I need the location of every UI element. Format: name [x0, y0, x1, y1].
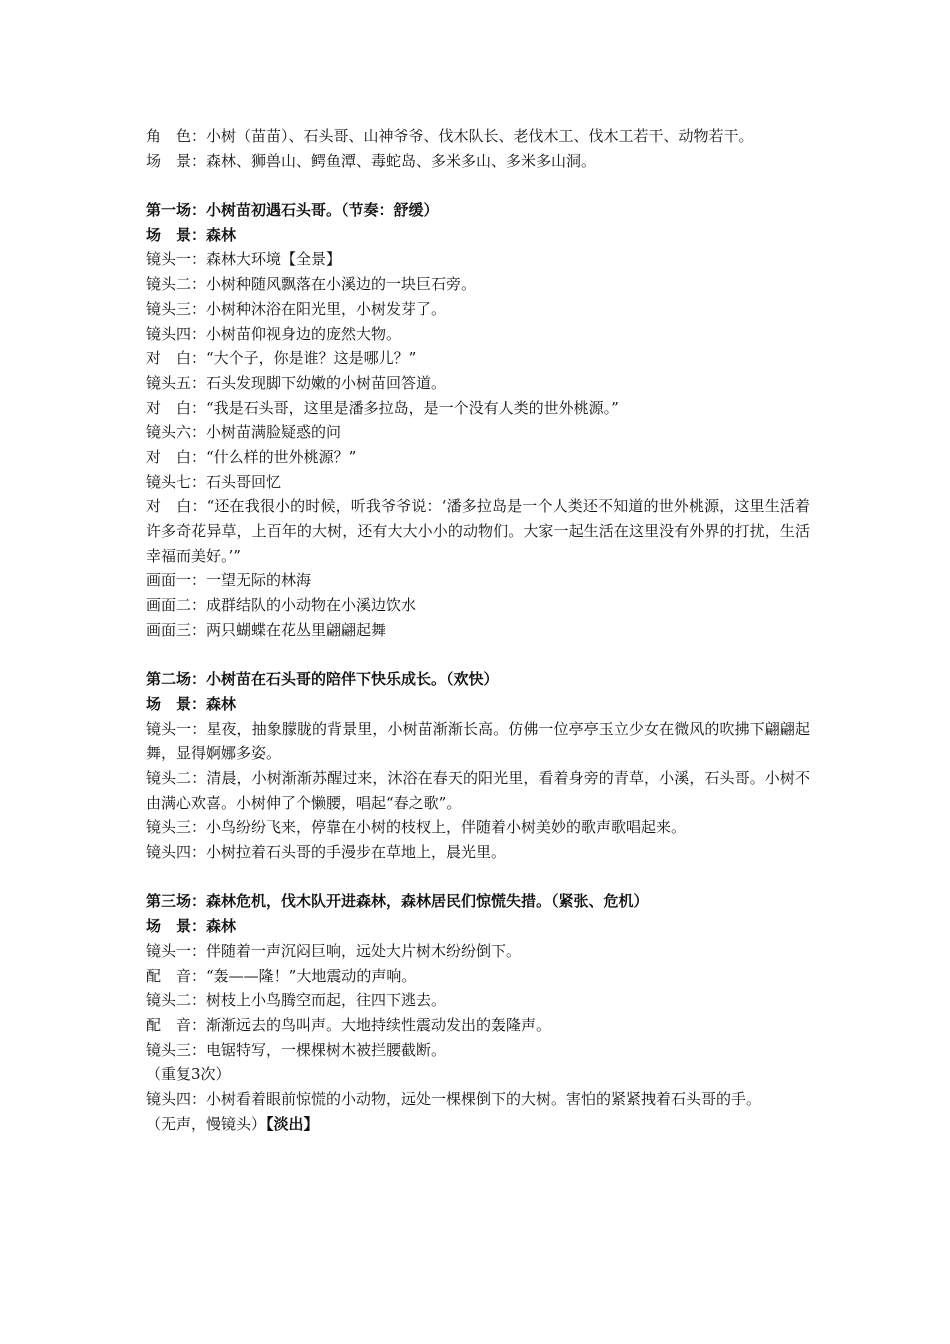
section-1-line: 对 白：“大个子，你是谁？这是哪儿？”: [146, 349, 417, 368]
section-1-line: 对 白：“什么样的世外桃源？”: [146, 447, 357, 466]
section-1-line: 镜头七：石头哥回忆: [146, 472, 282, 491]
section-2-scene: 场 景：森林: [146, 694, 237, 713]
spacer: [146, 173, 810, 198]
section-1-line: 对 白：“我是石头哥，这里是潘多拉岛，是一个没有人类的世外桃源。”: [146, 398, 619, 417]
section-3-line: 镜头一：伴随着一声沉闷巨响，远处大片树木纷纷倒下。: [146, 941, 522, 960]
section-2-line: 镜头二：清晨，小树渐渐苏醒过来，沐浴在春天的阳光里，看着身旁的青草，小溪，石头哥。小树不由满心欢喜。小树伸了个懒腰，唱起“春之歌”。: [146, 768, 810, 812]
section-3-line: 镜头四：小树看着眼前惊慌的小动物，远处一棵棵倒下的大树。害怕的紧紧拽着石头哥的手。: [146, 1089, 762, 1108]
section-1-line: 镜头五：石头发现脚下幼嫩的小树苗回答道。: [146, 373, 447, 392]
section-3-line: （重复3次）: [146, 1065, 231, 1084]
section-3-line: 镜头二：树枝上小鸟腾空而起，往四下逃去。: [146, 991, 447, 1010]
section-3-scene: 场 景：森林: [146, 917, 237, 936]
spacer: [146, 643, 810, 668]
section-3-heading: 第三场：森林危机，伐木队开进森林，森林居民们惊慌失措。（紧张、危机）: [146, 892, 649, 911]
section-1-line: 镜头三：小树种沐浴在阳光里，小树发芽了。: [146, 299, 447, 318]
spacer: [146, 865, 810, 890]
section-1-line: 画面一：一望无际的林海: [146, 571, 312, 590]
script-page: [146, 124, 810, 1136]
closing-tag: 【淡出】: [266, 1114, 319, 1133]
section-1-line: 镜头四：小树苗仰视身边的庞然大物。: [146, 324, 402, 343]
section-1-heading: 第一场：小树苗初遇石头哥。（节奏：舒缓）: [146, 201, 439, 220]
section-1-line: 镜头六：小树苗满脸疑惑的问: [146, 423, 342, 442]
section-1-line: 镜头一：森林大环境【全景】: [146, 250, 342, 269]
section-1-line: 画面二：成群结队的小动物在小溪边饮水: [146, 596, 417, 615]
closing-note: （无声，慢镜头）: [146, 1114, 267, 1133]
characters-line: 角 色：小树（苗苗）、石头哥、山神爷爷、伐木队长、老伐木工、伐木工若干、动物若干。: [146, 127, 754, 145]
section-1-line: 对 白：“还在我很小的时候，听我爷爷说：‘潘多拉岛是一个人类还不知道的世外桃源，这里生活着许多奇花异草，上百年的大树，还有大大小小的动物们。大家一起生活在这里没有外界的打扰，生活幸福而美好。’”: [146, 497, 810, 565]
section-2-line: 镜头三：小鸟纷纷飞来，停靠在小树的枝杈上，伴随着小树美妙的歌声歌唱起来。: [146, 818, 687, 837]
section-2-line: 镜头一：星夜，抽象朦胧的背景里，小树苗渐渐长高。仿佛一位亭亭玉立少女在微风的吹拂下翩翩起舞，显得婀娜多姿。: [146, 719, 810, 763]
section-1-line: 画面三：两只蝴蝶在花丛里翩翩起舞: [146, 620, 387, 639]
section-3-closing: [146, 1112, 810, 1137]
section-2-heading: 第二场：小树苗在石头哥的陪伴下快乐成长。（欢快）: [146, 670, 499, 689]
section-1-scene: 场 景：森林: [146, 225, 237, 244]
section-3-line: 镜头三：电锯特写，一棵棵树木被拦腰截断。: [146, 1040, 447, 1059]
section-2-line: 镜头四：小树拉着石头哥的手漫步在草地上，晨光里。: [146, 843, 507, 862]
section-3-line: 配 音：渐渐远去的鸟叫声。大地持续性震动发出的轰隆声。: [146, 1015, 552, 1034]
section-3-line: 配 音：“轰——隆！”大地震动的声响。: [146, 966, 417, 985]
section-1-line: 镜头二：小树种随风飘落在小溪边的一块巨石旁。: [146, 275, 477, 294]
scenes-line: 场 景：森林、狮兽山、鳄鱼潭、毒蛇岛、多米多山、多米多山洞。: [146, 151, 597, 170]
